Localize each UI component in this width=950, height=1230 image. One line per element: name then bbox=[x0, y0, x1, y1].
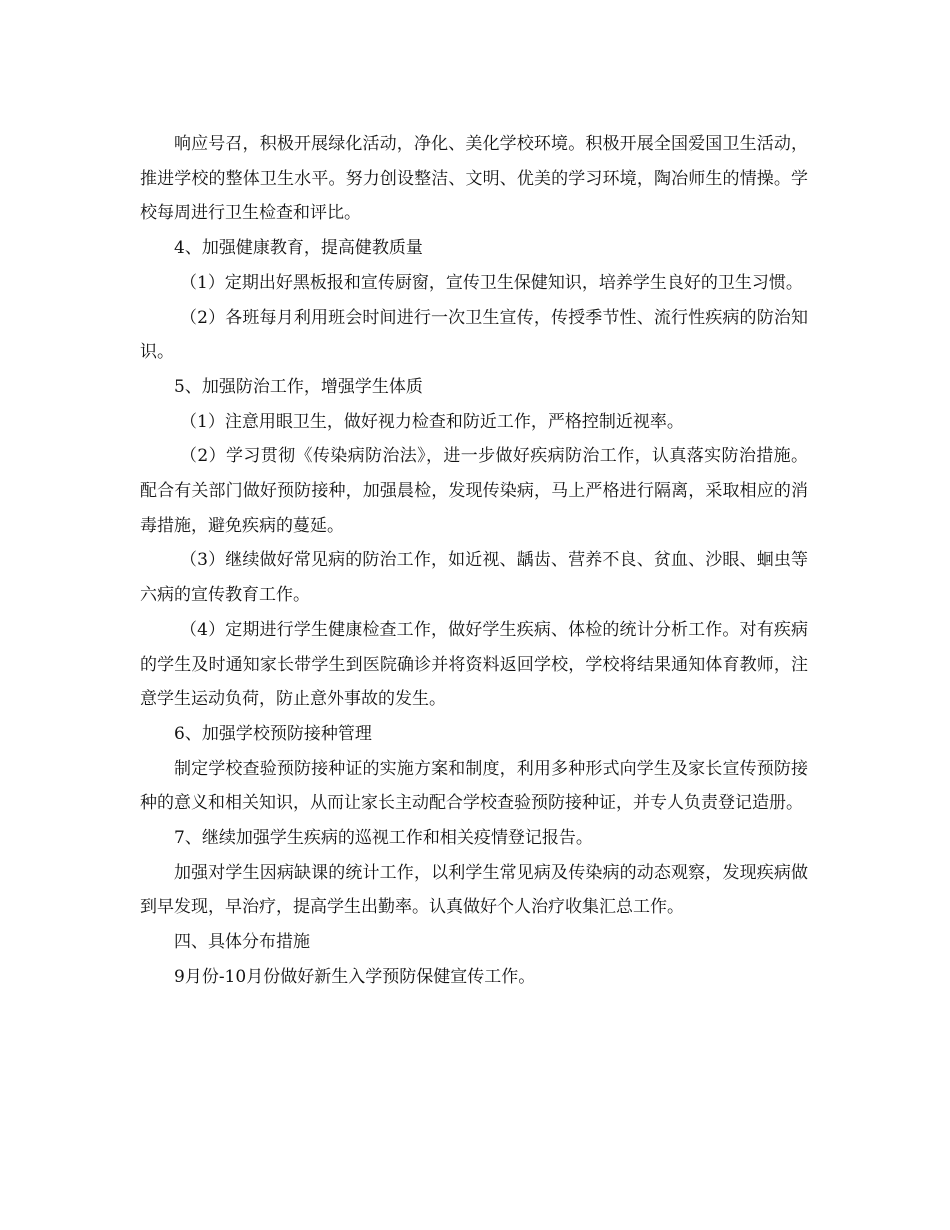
heading-prevention: 5、加强防治工作，增强学生体质 bbox=[174, 376, 423, 397]
heading-disease-patrol: 7、继续加强学生疾病的巡视工作和相关疫情登记报告。 bbox=[174, 828, 593, 849]
paragraph-common-diseases: （3）继续做好常见病的防治工作，如近视、龋齿、营养不良、贫血、沙眼、蛔虫等六病的宣传教育工作。 bbox=[140, 550, 808, 606]
heading-vaccination: 6、加强学校预防接种管理 bbox=[174, 723, 372, 744]
paragraph-vaccination-plan: 制定学校查验预防接种证的实施方案和制度，利用多种形式向学生及家长宣传预防接种的意义和相关知识，从而让家长主动配合学校查验预防接种证，并专人负责登记造册。 bbox=[140, 758, 808, 814]
heading-specific-measures: 四、具体分布措施 bbox=[174, 932, 310, 953]
paragraph-class-meeting: （2）各班每月利用班会时间进行一次卫生宣传，传授季节性、流行性疾病的防治知识。 bbox=[140, 307, 808, 363]
paragraph-eye-hygiene: （1）注意用眼卫生，做好视力检查和防近工作，严格控制近视率。 bbox=[180, 411, 684, 432]
paragraph-environment: 响应号召，积极开展绿化活动，净化、美化学校环境。积极开展全国爱国卫生活动，推进学校的整体卫生水平。努力创设整洁、文明、优美的学习环境，陶冶师生的情操。学校每周进行卫生检查和评比。 bbox=[140, 134, 808, 224]
paragraph-health-checks: （4）定期进行学生健康检查工作，做好学生疾病、体检的统计分析工作。对有疾病的学生及时通知家长带学生到医院确诊并将资料返回学校，学校将结果通知体育教师，注意学生运动负荷，防止意外事故的发生。 bbox=[140, 619, 808, 710]
paragraph-absence-statistics: 加强对学生因病缺课的统计工作，以利学生常见病及传染病的动态观察，发现疾病做到早发现，早治疗，提高学生出勤率。认真做好个人治疗收集汇总工作。 bbox=[140, 862, 808, 918]
heading-health-education: 4、加强健康教育，提高健教质量 bbox=[174, 238, 423, 259]
paragraph-infectious-disease-law: （2）学习贯彻《传染病防治法》，进一步做好疾病防治工作，认真落实防治措施。配合有关部门做好预防接种，加强晨检，发现传染病，马上严格进行隔离，采取相应的消毒措施，避免疾病的蔓延。 bbox=[140, 446, 808, 536]
paragraph-september-october: 9月份-10月份做好新生入学预防保健宣传工作。 bbox=[174, 966, 536, 987]
paragraph-blackboard: （1）定期出好黑板报和宣传厨窗，宣传卫生保健知识，培养学生良好的卫生习惯。 bbox=[180, 272, 803, 293]
document-body bbox=[140, 127, 808, 995]
